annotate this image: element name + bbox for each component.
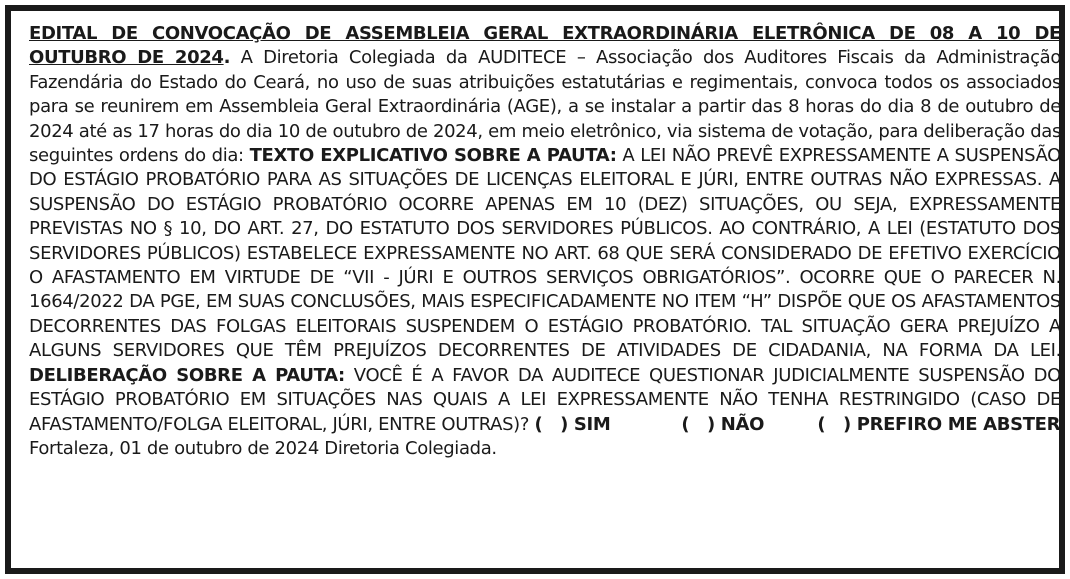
deliberation-heading: DELIBERAÇÃO SOBRE A PAUTA: [29,364,345,386]
option-abstain: ( ) PREFIRO ME ABSTER [817,413,1061,435]
title-period: . [223,47,231,69]
signature-line: Fortaleza, 01 de outubro de 2024 Diretoria Colegiada. [29,437,497,459]
explanatory-text: A LEI NÃO PREVÊ EXPRESSAMENTE A SUSPENSÃO DO ESTÁGIO PROBATÓRIO PARA AS SITUAÇÕES DE LICENÇAS ELEITORAL E JÚRI, ENTRE OUTRAS NÃO EXPRESSAS. A SUSPENSÃO DO ESTÁGIO PROBATÓRIO OCORRE APENAS EM 10 (DEZ) SITUAÇÕES, OU SEJA, EXPRESSAMENTE PREVISTAS NO § 10, DO ART. 27, DO ESTATUTO DOS SERVIDORES PÚBLICOS. AO CONTRÁRIO, A LEI (ESTATUTO DOS SERVIDORES PÚBLICOS) ESTABELECE EXPRESSAMENTE NO ART. 68 QUE SERÁ CONSIDERADO DE EFETIVO EXERCÍCIO O AFASTAMENTO EM VIRTUDE DE “VII - JÚRI E OUTROS SERVIÇOS OBRIGATÓRIOS”. OCORRE QUE O PARECER N. 1664/2022 DA PGE, EM SUAS CONCLUSÕES, MAIS ESPECIFICADAMENTE NO ITEM “H” DISPÕE QUE OS AFASTAMENTOS DECORRENTES DAS FOLGAS ELEITORAIS SUSPENDEM O ESTÁGIO PROBATÓRIO. TAL SITUAÇÃO GERA PREJUÍZO A ALGUNS SERVIDORES QUE TÊM PREJUÍZOS DECORRENTES DE ATIVIDADES DE CIDADANIA, NA FORMA DA LEI. [29,145,1062,362]
explanatory-heading: TEXTO EXPLICATIVO SOBRE A PAUTA: [249,145,617,167]
notice-frame [5,5,1065,574]
option-yes: ( ) SIM [534,413,611,435]
intro-text: A Diretoria Colegiada da AUDITECE – Associação dos Auditores Fiscais da Administração Fazendária do Estado do Ceará, no uso de suas atribuições estatutárias e regimentais, convoca todos os associados para se reunirem em Assembleia Geral Extraordinária (AGE), a se instalar a partir das 8 horas do dia 8 de outubro de 2024 até as 17 horas do dia 10 de outubro de 2024, em meio eletrônico, via sistema de votação, para deliberação das seguintes ordens do dia: [29,47,1061,167]
deliberation-text: VOCÊ É A FAVOR DA AUDITECE QUESTIONAR JUDICIALMENTE SUSPENSÃO DO ESTÁGIO PROBATÓRIO EM SITUAÇÕES NAS QUAIS A LEI EXPRESSAMENTE NÃO TENHA RESTRINGIDO (CASO DE AFASTAMENTO/FOLGA ELEITORAL, JÚRI, ENTRE OUTRAS)? [29,364,1061,435]
notice-body [29,22,1061,461]
option-no: ( ) NÃO [681,413,765,435]
notice-title: EDITAL DE CONVOCAÇÃO DE ASSEMBLEIA GERAL EXTRAORDINÁRIA ELETRÔNICA DE 08 A 10 DE OUTUBRO DE 2024 [29,23,1061,69]
